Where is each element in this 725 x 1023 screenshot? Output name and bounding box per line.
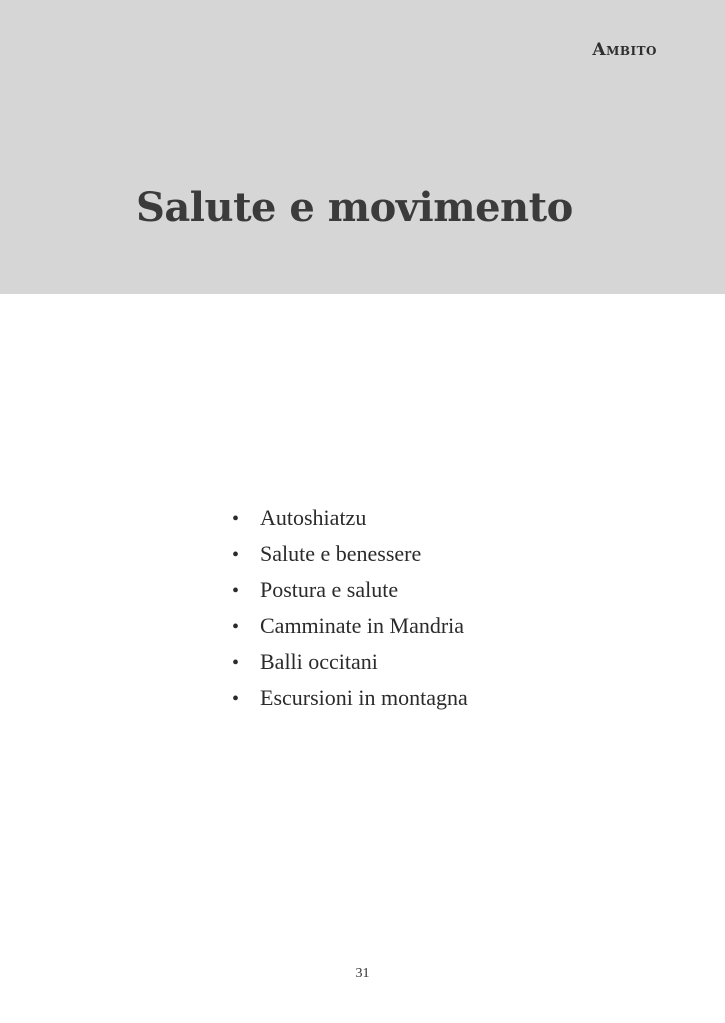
list-item-label: Balli occitani: [260, 649, 378, 674]
page-number: 31: [355, 966, 370, 981]
list-item: [232, 500, 468, 536]
bullet-icon: •: [232, 688, 240, 710]
list-item: [232, 608, 468, 644]
list-item-label: Escursioni in montagna: [260, 685, 468, 710]
topic-list: [232, 500, 468, 716]
list-item-label: Autoshiatzu: [260, 505, 367, 530]
list-item-label: Salute e benessere: [260, 541, 422, 566]
section-label: Ambito: [592, 40, 657, 60]
list-item-label: Postura e salute: [260, 577, 399, 602]
bullet-icon: •: [232, 652, 240, 674]
header-band: [0, 0, 725, 294]
list-item: [232, 536, 468, 572]
list-item-label: Camminate in Mandria: [260, 613, 465, 638]
bullet-icon: •: [232, 508, 240, 530]
list-item: [232, 644, 468, 680]
bullet-icon: •: [232, 616, 240, 638]
bullet-icon: •: [232, 544, 240, 566]
list-item: [232, 680, 468, 716]
bullet-icon: •: [232, 580, 240, 602]
page-title: Salute e movimento: [136, 184, 573, 231]
list-item: [232, 572, 468, 608]
